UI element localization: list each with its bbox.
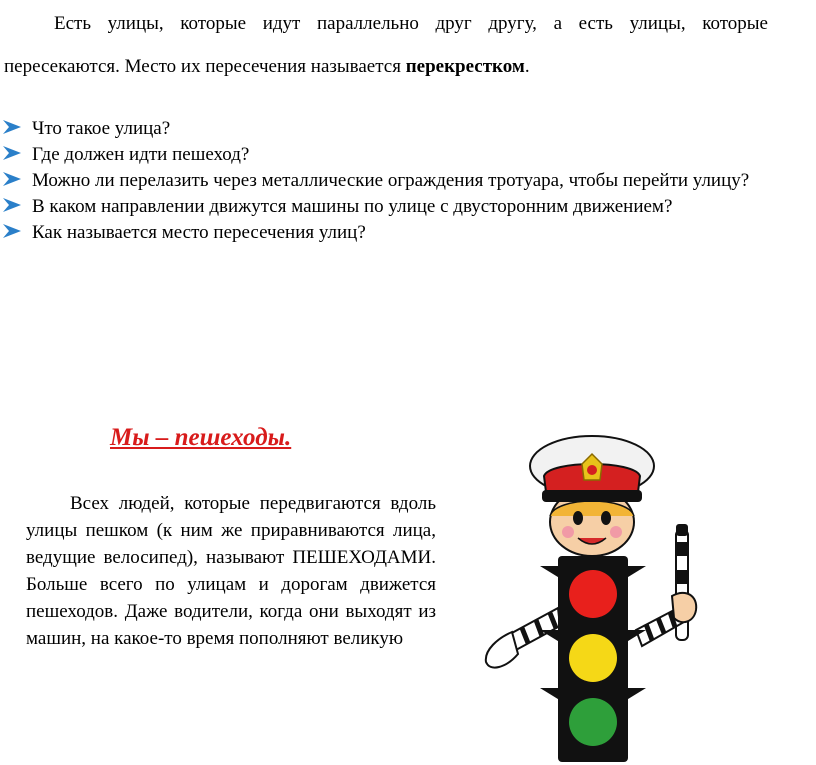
question-text: Можно ли перелазить через металлические ограждения тротуара, чтобы перейти улицу? [32, 170, 750, 191]
question-list [0, 116, 768, 246]
arrow-bullet-icon [2, 119, 22, 135]
question-text: В каком направлении движутся машины по улице с двусторонним движением? [32, 196, 673, 217]
question-text: Что такое улица? [32, 118, 171, 139]
arrow-bullet-icon [2, 171, 22, 187]
traffic-light-policeman-illustration [460, 420, 760, 765]
question-text: Как называется место пересечения улиц? [32, 222, 366, 243]
intro-paragraph [4, 2, 768, 88]
intro-text-after: . [524, 56, 530, 77]
question-text: Где должен идти пешеход? [32, 144, 250, 165]
question-item [0, 142, 768, 168]
intro-text-before: Есть улицы, которые идут параллельно друг другу, а есть улицы, которые пересекаются. Место их пересечения называется [4, 13, 768, 77]
section-title: Мы – пешеходы. [110, 424, 292, 451]
arrow-bullet-icon [2, 145, 22, 161]
arrow-bullet-icon [2, 223, 22, 239]
red-signal [569, 570, 617, 618]
green-signal [569, 698, 617, 746]
intro-bold-term: перекрестком [405, 56, 525, 77]
arrow-bullet-icon [2, 197, 22, 213]
question-item [0, 168, 768, 194]
section-body: Всех людей, которые передвигаются вдоль улицы пешком (к ним же приравниваются лица, ведущие велосипед), называют ПЕШЕХОДАМИ. Больше всего по улицам и дорогам движется пешеходов. Даже водители, когда они выходят из машин, на какое-то время пополняют великую [26, 493, 436, 649]
police-cap [530, 436, 654, 502]
left-arm [486, 608, 560, 668]
traffic-light [540, 556, 646, 762]
question-item [0, 116, 768, 142]
yellow-signal [569, 634, 617, 682]
question-item [0, 194, 768, 220]
question-item [0, 220, 768, 246]
